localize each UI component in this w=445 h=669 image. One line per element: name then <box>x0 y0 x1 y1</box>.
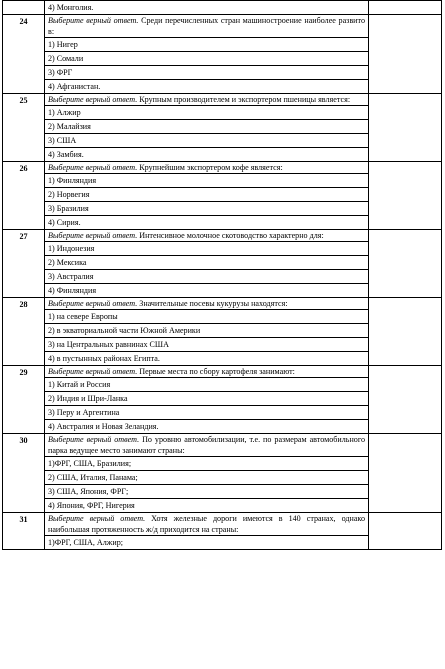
answer-option: 1) Нигер <box>45 38 369 52</box>
question-row <box>3 366 442 378</box>
question-text-cell <box>45 162 369 174</box>
question-instruction: Выберите верный ответ. <box>48 95 138 104</box>
answer-cell <box>369 434 442 513</box>
question-text: Хотя железные дороги имеются в 140 странах, однако наибольшая протяженность ж/д приходится на страны: <box>48 514 365 534</box>
answer-cell <box>369 15 442 94</box>
question-row <box>3 94 442 106</box>
answer-cell <box>369 94 442 162</box>
question-number: 31 <box>3 513 45 550</box>
question-instruction: Выберите верный ответ. <box>48 231 138 240</box>
answer-option: 2) Малайзия <box>45 120 369 134</box>
answer-option: 2) Мексика <box>45 256 369 270</box>
answer-option: 4) Сирия. <box>45 216 369 230</box>
question-row <box>3 230 442 242</box>
question-instruction: Выберите верный ответ. <box>48 299 138 308</box>
answer-option: 1) Алжир <box>45 106 369 120</box>
question-instruction: Выберите верный ответ. <box>48 163 138 172</box>
question-text: Крупным производителем и экспортером пшеницы является: <box>137 95 351 104</box>
question-number: 30 <box>3 434 45 513</box>
test-table <box>2 0 442 550</box>
question-row <box>3 298 442 310</box>
question-text: Первые места по сбору картофеля занимают: <box>137 367 295 376</box>
answer-option: 3) Австралия <box>45 270 369 284</box>
question-text: Среди перечисленных стран машиностроение наиболее развито в: <box>48 16 365 36</box>
table-row <box>3 1 442 15</box>
question-row <box>3 15 442 38</box>
answer-option: 4) Афганистан. <box>45 80 369 94</box>
answer-option: 4) в пустынных районах Египта. <box>45 352 369 366</box>
answer-option: 2) Норвегия <box>45 188 369 202</box>
question-row <box>3 513 442 536</box>
answer-option: 2) США, Италия, Панама; <box>45 471 369 485</box>
question-number: 29 <box>3 366 45 434</box>
question-text-cell <box>45 513 369 536</box>
question-text: Интенсивное молочное скотоводство характерно для: <box>137 231 324 240</box>
question-row <box>3 162 442 174</box>
answer-option: 2) Индия и Шри-Ланка <box>45 392 369 406</box>
question-number-cell <box>3 1 45 15</box>
question-instruction: Выберите верный ответ. <box>48 514 146 523</box>
question-text: По уровню автомобилизации, т.е. по размерам автомобильного парка ведущее место занимают страны: <box>48 435 365 455</box>
answer-option: 3) Бразилия <box>45 202 369 216</box>
test-table-body <box>3 1 442 550</box>
answer-option: 1)ФРГ, США, Бразилия; <box>45 457 369 471</box>
answer-cell <box>369 230 442 298</box>
question-text: Значительные посевы кукурузы находятся: <box>137 299 288 308</box>
answer-option: 1) на севере Европы <box>45 310 369 324</box>
question-text-cell <box>45 434 369 457</box>
answer-cell <box>369 513 442 550</box>
answer-cell <box>369 1 442 15</box>
question-instruction: Выберите верный ответ. <box>48 16 139 25</box>
question-number: 26 <box>3 162 45 230</box>
answer-option: 4) Замбия. <box>45 148 369 162</box>
answer-option: 4) Монголия. <box>45 1 369 15</box>
answer-option: 3) ФРГ <box>45 66 369 80</box>
answer-cell <box>369 162 442 230</box>
answer-option: 1) Китай и Россия <box>45 378 369 392</box>
question-text-cell <box>45 230 369 242</box>
answer-option: 1) Индонезия <box>45 242 369 256</box>
answer-option: 3) США <box>45 134 369 148</box>
answer-option: 2) Сомали <box>45 52 369 66</box>
question-number: 27 <box>3 230 45 298</box>
answer-cell <box>369 298 442 366</box>
answer-option: 1) Финляндия <box>45 174 369 188</box>
question-text-cell <box>45 94 369 106</box>
answer-option: 3) Перу и Аргентина <box>45 406 369 420</box>
question-text-cell <box>45 298 369 310</box>
question-row <box>3 434 442 457</box>
question-text-cell <box>45 366 369 378</box>
answer-option: 1)ФРГ, США, Алжир; <box>45 536 369 550</box>
answer-option: 4) Финляндия <box>45 284 369 298</box>
answer-option: 3) на Центральных равнинах США <box>45 338 369 352</box>
answer-option: 4) Австралия и Новая Зеландия. <box>45 420 369 434</box>
question-instruction: Выберите верный ответ. <box>48 367 138 376</box>
question-instruction: Выберите верный ответ. <box>48 435 140 444</box>
question-text-cell <box>45 15 369 38</box>
answer-cell <box>369 366 442 434</box>
answer-option: 4) Япония, ФРГ, Нигерия <box>45 499 369 513</box>
question-number: 24 <box>3 15 45 94</box>
question-text: Крупнейшим экспортером кофе является: <box>137 163 283 172</box>
question-number: 28 <box>3 298 45 366</box>
question-number: 25 <box>3 94 45 162</box>
answer-option: 2) в экваториальной части Южной Америки <box>45 324 369 338</box>
answer-option: 3) США, Япония, ФРГ; <box>45 485 369 499</box>
